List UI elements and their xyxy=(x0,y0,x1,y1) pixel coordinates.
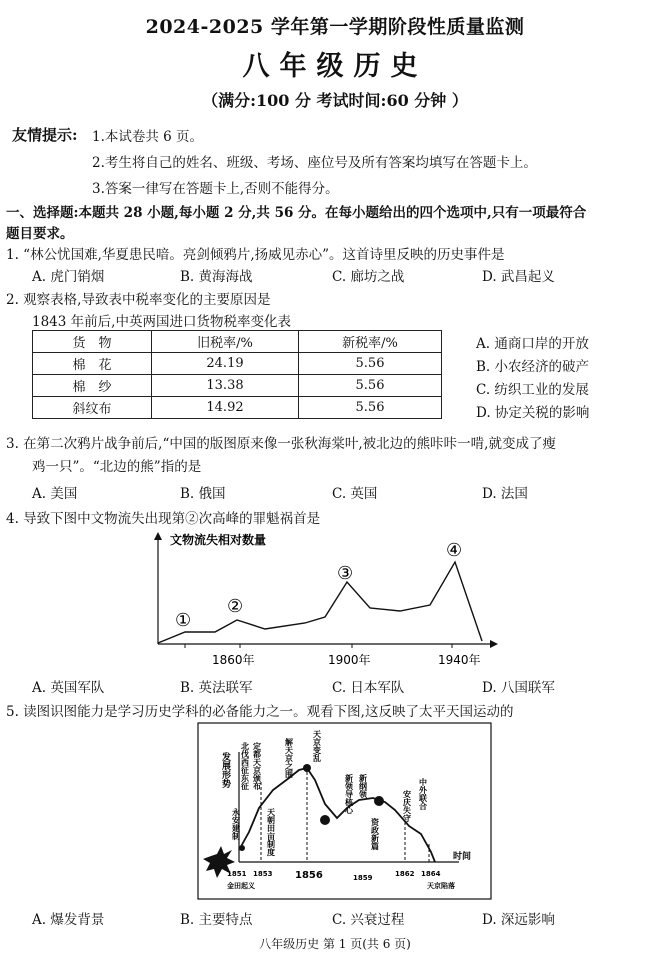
label-foreign-joint: 中外联合 xyxy=(418,778,428,810)
y-axis-label: 文物流失相对数量 xyxy=(170,533,267,547)
year-label: 1851 xyxy=(227,870,247,878)
table-header-cell: 货 物 xyxy=(33,331,152,353)
year-label: 1864 xyxy=(421,870,441,878)
q1-option-d[interactable]: D. 武昌起义 xyxy=(482,269,555,285)
q1-option-a[interactable]: A. 虎门销烟 xyxy=(32,269,105,285)
q3-option-a[interactable]: A. 美国 xyxy=(32,486,78,502)
x-axis-arrow xyxy=(490,640,498,648)
table-cell: 棉 纱 xyxy=(33,375,152,397)
q4-option-c[interactable]: C. 日本军队 xyxy=(332,680,405,696)
year-label: 1862 xyxy=(395,870,415,878)
q5-stem: 5. 读图识图能力是学习历史学科的必备能力之一。观看下图,这反映了太平天国运动的 xyxy=(6,704,514,720)
table-cell: 5.56 xyxy=(299,397,442,419)
peak-marker-1: ① xyxy=(175,610,192,631)
diagram-x-label: 时间 xyxy=(453,852,472,862)
exam-subject-title: 八年级历史 xyxy=(242,51,428,82)
q2-option-a[interactable]: A. 通商口岸的开放 xyxy=(476,336,589,352)
table-cell: 斜纹布 xyxy=(33,397,152,419)
diagram-y-label: 发展形势 xyxy=(220,752,230,788)
q5-option-d[interactable]: D. 深远影响 xyxy=(482,912,555,928)
end-label: 天京陷落 xyxy=(427,882,455,890)
dot-tianjing-incident xyxy=(320,815,330,825)
label-relief: 解天京之围 xyxy=(284,738,294,778)
table-cell: 14.92 xyxy=(152,397,299,419)
q1-option-b[interactable]: B. 黄海海战 xyxy=(180,269,253,285)
peak-marker-4: ④ xyxy=(446,540,463,561)
label-northern-expedition: 北伐西征东征 xyxy=(240,742,250,790)
q3-stem-line1: 3. 在第二次鸦片战争前后,“中国的版图原来像一张秋海棠叶,被北边的熊咔咔一啃,就变成了瘦 xyxy=(6,436,556,452)
x-tick-label: 1940年 xyxy=(438,653,481,667)
q2-table-title: 1843 年前后,中英两国进口货物税率变化表 xyxy=(32,314,291,330)
q3-option-b[interactable]: B. 俄国 xyxy=(180,486,226,502)
x-tick-label: 1900年 xyxy=(328,653,371,667)
q2-option-c[interactable]: C. 纺织工业的发展 xyxy=(476,382,589,398)
table-header-cell: 旧税率/% xyxy=(152,331,299,353)
peak-dot xyxy=(303,764,311,772)
q4-stem: 4. 导致下图中文物流失出现第②次高峰的罪魁祸首是 xyxy=(6,511,321,527)
table-cell: 5.56 xyxy=(299,375,442,397)
artifact-loss-chart xyxy=(140,526,500,671)
table-row xyxy=(33,353,442,375)
q4-option-a[interactable]: A. 英国军队 xyxy=(32,680,105,696)
q3-option-c[interactable]: C. 英国 xyxy=(332,486,378,502)
notice-item-1: 1.本试卷共 6 页。 xyxy=(92,129,204,145)
label-new-treatise: 资政新篇 xyxy=(370,818,380,850)
exam-year-title: 2024-2025 学年第一学期阶段性质量监测 xyxy=(145,16,525,38)
taiping-diagram xyxy=(197,722,492,900)
label-anqing: 安庆失守 xyxy=(402,790,412,822)
table-row xyxy=(33,397,442,419)
dot-new-leadership xyxy=(374,796,384,806)
exam-info: （满分:100 分 考试时间:60 分钟 ） xyxy=(202,91,468,110)
q3-stem-line2: 鸡一只”。“北边的熊”指的是 xyxy=(32,459,202,475)
section-heading: 一、选择题:本题共 28 小题,每小题 2 分,共 56 分。在每小题给出的四个选项中,只有一项最符合 xyxy=(6,205,587,221)
table-header-row xyxy=(33,331,442,353)
page-footer: 八年级历史 第 1 页(共 6 页) xyxy=(259,937,411,951)
q5-option-c[interactable]: C. 兴衰过程 xyxy=(332,912,405,928)
notice-label: 友情提示: xyxy=(12,126,78,144)
start-label: 金田起义 xyxy=(227,882,255,890)
table-row xyxy=(33,375,442,397)
q4-option-d[interactable]: D. 八国联军 xyxy=(482,680,555,696)
section-heading-cont: 题目要求。 xyxy=(6,226,74,242)
notice-item-2: 2.考生将自己的姓名、班级、考场、座位号及所有答案均填写在答题卡上。 xyxy=(92,155,537,171)
q3-option-d[interactable]: D. 法国 xyxy=(482,486,528,502)
label-incident: 天京变乱 xyxy=(312,730,322,762)
q4-option-b[interactable]: B. 英法联军 xyxy=(180,680,253,696)
label-yongan: 永安建制 xyxy=(231,808,241,840)
notice-item-3: 3.答案一律写在答题卡上,否则不能得分。 xyxy=(92,181,339,197)
q5-option-b[interactable]: B. 主要特点 xyxy=(180,912,253,928)
label-capital: 定都天京颁布 xyxy=(252,742,262,790)
q5-option-a[interactable]: A. 爆发背景 xyxy=(32,912,105,928)
q2-option-d[interactable]: D. 协定关税的影响 xyxy=(476,405,590,421)
q2-stem: 2. 观察表格,导致表中税率变化的主要原因是 xyxy=(6,292,271,308)
loss-series-line xyxy=(158,562,482,643)
year-label: 1853 xyxy=(253,870,273,878)
q1-stem: 1. “林公忧国难,华夏患民喑。亮剑倾鸦片,扬威见赤心”。这首诗里反映的历史事件是 xyxy=(6,247,505,263)
table-cell: 5.56 xyxy=(299,353,442,375)
year-label: 1856 xyxy=(295,870,323,881)
table-cell: 24.19 xyxy=(152,353,299,375)
label-new-core: 新领导核心 xyxy=(344,774,354,814)
label-land-system: 天朝田亩制度 xyxy=(266,808,276,856)
peak-marker-3: ③ xyxy=(337,563,354,584)
label-new-program: 新纲领 xyxy=(358,774,368,798)
table-cell: 棉 花 xyxy=(33,353,152,375)
q2-option-b[interactable]: B. 小农经济的破产 xyxy=(476,359,590,375)
x-tick-label: 1860年 xyxy=(212,653,255,667)
year-label: 1859 xyxy=(353,874,373,882)
tax-rate-table xyxy=(32,330,442,419)
q1-option-c[interactable]: C. 廊坊之战 xyxy=(332,269,405,285)
peak-marker-2: ② xyxy=(227,596,244,617)
dot-start xyxy=(239,845,245,851)
table-header-cell: 新税率/% xyxy=(299,331,442,353)
y-axis-arrow xyxy=(154,532,162,540)
table-cell: 13.38 xyxy=(152,375,299,397)
